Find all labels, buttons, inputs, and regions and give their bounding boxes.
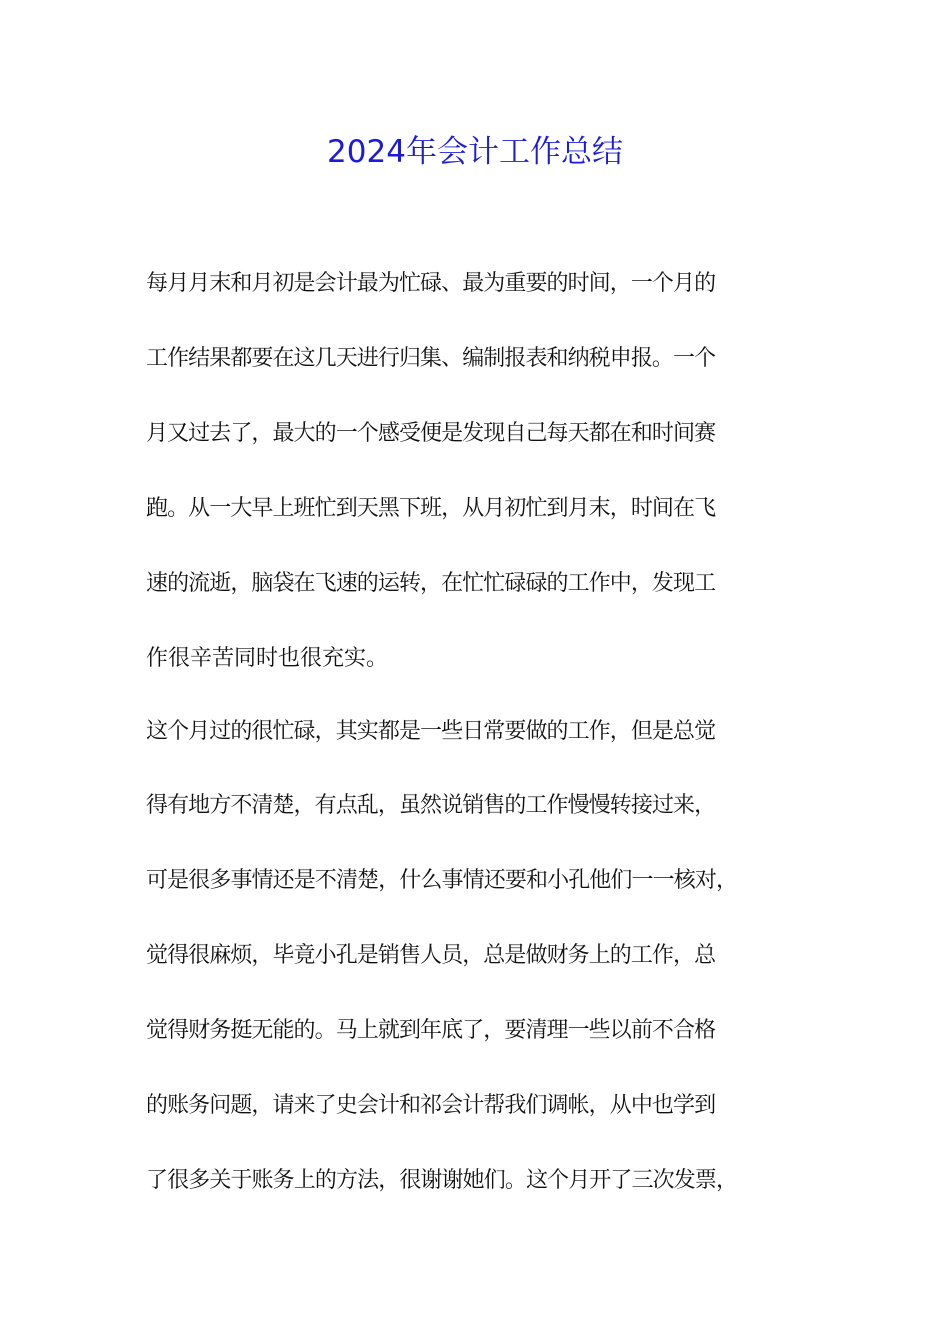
paragraph-line: 这个月过的很忙碌，其实都是一些日常要做的工作，但是总觉 — [146, 719, 716, 744]
paragraph-line: 跑。从一大早上班忙到天黑下班，从月初忙到月末，时间在飞 — [146, 496, 716, 521]
paragraph-line: 的账务问题，请来了史会计和祁会计帮我们调帐，从中也学到 — [146, 1093, 716, 1118]
paragraph-line: 月又过去了，最大的一个感受便是发现自己每天都在和时间赛 — [146, 421, 716, 446]
paragraph-line: 觉得很麻烦，毕竟小孔是销售人员，总是做财务上的工作，总 — [146, 943, 716, 968]
paragraph-line: 每月月末和月初是会计最为忙碌、最为重要的时间，一个月的 — [146, 271, 716, 296]
paragraph-line: 了很多关于账务上的方法，很谢谢她们。这个月开了三次发票， — [146, 1168, 738, 1193]
paragraph-line: 工作结果都要在这几天进行归集、编制报表和纳税申报。一个 — [146, 346, 716, 371]
paragraph-line: 得有地方不清楚，有点乱，虽然说销售的工作慢慢转接过来， — [146, 793, 716, 818]
document-title: 2024年会计工作总结 — [327, 134, 623, 170]
paragraph-line: 速的流逝，脑袋在飞速的运转，在忙忙碌碌的工作中，发现工 — [146, 571, 716, 596]
paragraph-line: 觉得财务挺无能的。马上就到年底了，要清理一些以前不合格 — [146, 1018, 716, 1043]
paragraph-line: 作很辛苦同时也很充实。 — [146, 646, 389, 671]
paragraph-line: 可是很多事情还是不清楚，什么事情还要和小孔他们一一核对， — [146, 868, 738, 893]
